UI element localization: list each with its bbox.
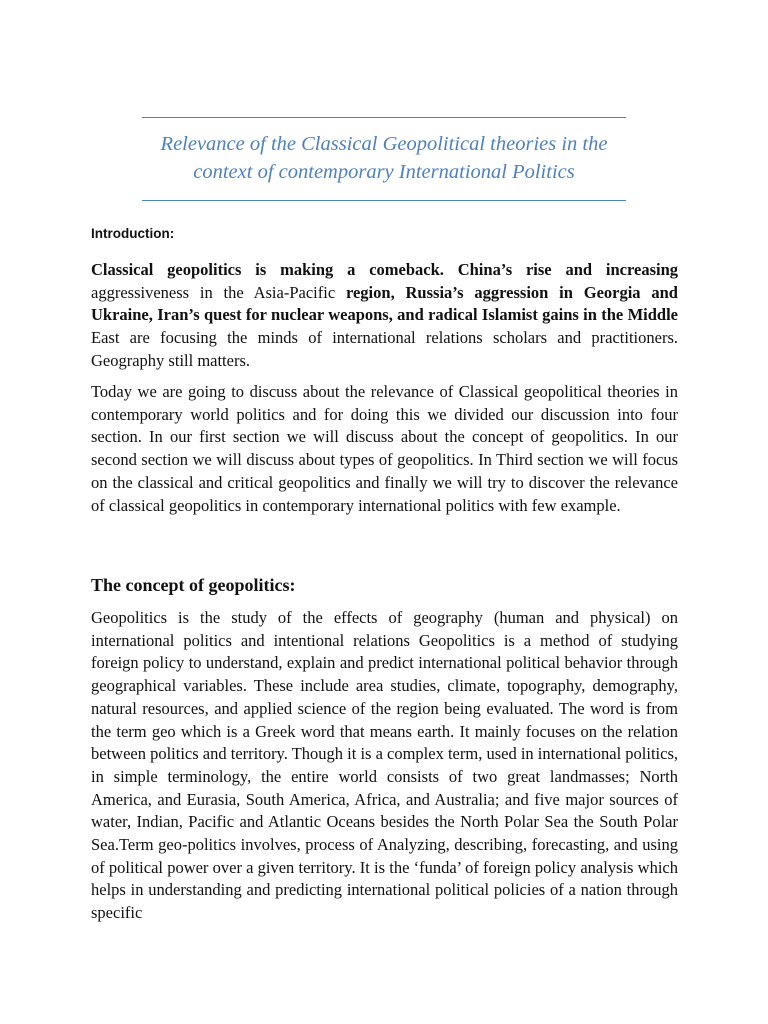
p1-bold-a: Classical geopolitics is making a comeback. China’s rise and increasing [91,260,678,279]
concept-heading: The concept of geopolitics: [91,575,296,595]
intro-paragraph-1 [91,259,678,373]
p1-plain-b: East are focusing the minds of international relations scholars and practitioners. Geography still matters. [91,328,678,370]
title-top-rule [142,117,626,118]
concept-paragraph: Geopolitics is the study of the effects of geography (human and physical) on international politics and intentional relations Geopolitics is a method of studying foreign policy to understand, explain and predict international political behavior through geographical variables. These include area studies, climate, topography, demography, natural resources, and applied science of the region being evaluated. The word is from the term geo which is a Greek word that means earth. It mainly focuses on the relation between politics and territory. Though it is a complex term, used in international politics, in simple terminology, the entire world consists of two great landmasses; North America, and Eurasia, South America, Africa, and Australia; and five major sources of water, Indian, Pacific and Atlantic Oceans besides the North Polar Sea the South Polar Sea.Term geo-politics involves, process of Analyzing, describing, forecasting, and using of political power over a given territory. It is the ‘funda’ of foreign policy analysis which helps in understanding and predicting international political policies of a nation through specific [91,608,678,923]
introduction-heading: Introduction: [91,226,175,241]
title-line-1: Relevance of the Classical Geopolitical theories in the [160,133,608,155]
document-title [90,130,678,186]
intro-paragraph-2: Today we are going to discuss about the relevance of Classical geopolitical theories in contemporary world politics and for doing this we divided our discussion into four section. In our first section we will discuss about the concept of geopolitics. In our second section we will discuss about types of geopolitics. In Third section we will focus on the classical and critical geopolitics and finally we will try to discover the relevance of classical geopolitics in contemporary international politics with few example. [91,382,678,515]
p1-plain-a: aggressiveness in the Asia-Pacific [91,282,346,302]
title-line-2: context of contemporary International Politics [193,161,575,183]
p1-bold-b: region, Russia’s aggression in Georgia and Ukraine, Iran’s quest for nuclear weapons, and radical Islamist gains in the Middle [91,282,678,325]
title-bottom-rule [142,200,626,201]
